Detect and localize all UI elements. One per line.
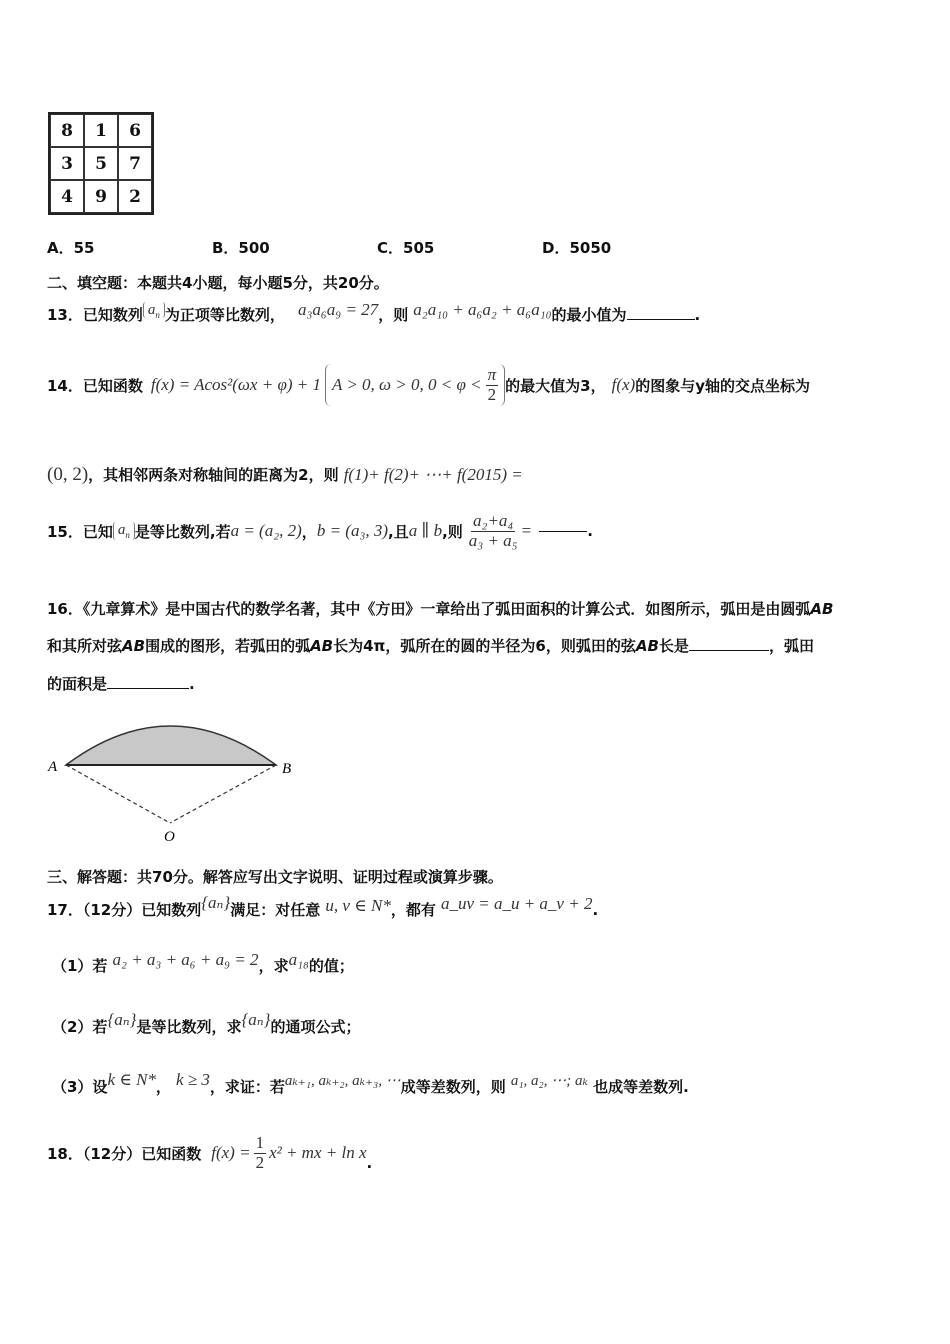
- q15-comma: ，: [301, 522, 317, 541]
- q17-part2: （2）若{aₙ}是等比数列，求{aₙ}的通项公式；: [52, 1010, 361, 1036]
- question-14-line2: [47, 464, 523, 486]
- q14-pi-fraction: $\frac{\pi}{2}$: [487, 365, 497, 404]
- q15-eq: =: [521, 521, 532, 541]
- q14-mid: 的最大值为3，: [505, 376, 606, 395]
- q17-part3: （3）设k ∈ N*， k ≥ 3，求证：若aₖ₊₁, aₖ₊₂, aₖ₊₃, ⋯成等差数列，则 a₁, a₂, ⋯; aₖ 也成等差数列.: [52, 1070, 689, 1096]
- q16-answer-blank-1: [689, 636, 769, 651]
- q14-line2-text: ，其相邻两条对称轴间的距离为2，则: [88, 466, 339, 484]
- label-b: B: [282, 761, 292, 777]
- question-17: 17．（12分）已知数列{aₙ}满足：对任意 u, v ∈ N*，都有 a_uv = a_u + a_v + 2.: [47, 893, 599, 919]
- q13-answer-blank: [627, 305, 695, 320]
- option-b: B．500: [212, 239, 270, 257]
- magic-square-grid: [48, 112, 154, 215]
- grid-cell: 1: [84, 114, 118, 147]
- q13-prefix: 13．已知数列: [47, 306, 143, 324]
- question-16-line1: 16．《九章算术》是中国古代的数学名著，其中《方田》一章给出了弧田面积的计算公式．如图所示，弧田是由圆弧AB: [47, 600, 834, 618]
- q15-vec-b: b = (a₃, 3): [316, 521, 389, 541]
- q17-relation: a_uv = a_u + a_v + 2: [440, 894, 593, 913]
- grid-cell: 9: [84, 180, 118, 213]
- q17-seq: {aₙ}: [201, 893, 231, 912]
- q14-fx: f(x): [611, 375, 636, 395]
- question-14: [47, 364, 810, 406]
- radius-ob: [170, 765, 276, 823]
- q15-mid3: ,则: [442, 522, 463, 541]
- grid-cell: 5: [84, 147, 118, 180]
- radius-oa: [66, 765, 170, 823]
- question-16-line2: 和其所对弦AB围成的图形，若弧田的弧AB长为4π，弧所在的圆的半径为6，则弧田的弦AB长是 ，弧田: [47, 637, 814, 655]
- q14-sum: f(1)+ f(2)+ ⋯+ f(2015) =: [343, 465, 523, 484]
- grid-cell: 2: [118, 180, 152, 213]
- q18-fraction: $\frac{1}{2}$: [255, 1133, 265, 1172]
- q16-answer-blank-2: [107, 674, 189, 689]
- q13-expr: a₂a₁₀ + a₆a₂ + a₆a₁₀: [413, 300, 552, 319]
- question-13: [47, 300, 700, 325]
- q14-suffix: 的图象与y轴的交点坐标为: [635, 376, 810, 395]
- q14-prefix: 14．已知函数: [47, 376, 143, 395]
- q15-fraction: $\frac{\text{a₂+a₄}}{\text{a₃ + a₅}}$: [468, 511, 518, 550]
- label-a: A: [48, 759, 58, 775]
- grid-cell: 6: [118, 114, 152, 147]
- q15-mid1: 是等比数列,若: [134, 522, 231, 541]
- grid-cell: 7: [118, 147, 152, 180]
- q15-parallel: a ∥ b: [408, 521, 443, 541]
- grid-cell: 8: [50, 114, 84, 147]
- q13-suffix: 的最小值为: [551, 306, 627, 324]
- q15-answer-blank: [539, 517, 587, 532]
- grid-cell: 4: [50, 180, 84, 213]
- q17-part1: （1）若 a₂ + a₃ + a₆ + a₉ = 2，求a₁₈的值；: [52, 950, 354, 975]
- q15-prefix: 15．已知: [47, 522, 113, 541]
- q15-seq: $a_n$: [113, 522, 135, 540]
- label-o: O: [164, 829, 175, 845]
- arc-segment-shape: [66, 726, 276, 765]
- question-16-line3: 的面积是 .: [47, 675, 195, 693]
- q13-seq: $a_n$: [143, 302, 165, 318]
- q13-end: .: [694, 306, 701, 324]
- question-18: 18．（12分）已知函数 f(x) = $\frac{1}{2}$ x² + mx + ln x .: [47, 1133, 373, 1173]
- q15-vec-a: a = (a₂, 2): [230, 521, 302, 541]
- option-c: C．505: [377, 239, 435, 257]
- section3-heading: 三、解答题：共70分。解答应写出文字说明、证明过程或演算步骤。: [47, 868, 503, 886]
- q14-point: (0, 2): [47, 464, 89, 485]
- section2-heading: 二、填空题：本题共4小题，每小题5分，共20分。: [47, 274, 389, 292]
- q14-func: f(x) = Acos²(ωx + φ) + 1: [150, 375, 321, 395]
- option-d: D．5050: [542, 239, 612, 257]
- q15-mid2: ,且: [388, 522, 409, 541]
- arc-field-figure: [44, 705, 304, 845]
- q13-cond: a₃a₆a₉ = 27: [297, 300, 379, 319]
- q14-condition: A > 0, ω > 0, 0 < φ < $\frac{\pi}{2}$: [325, 364, 505, 406]
- q13-mid: 为正项等比数列，: [164, 306, 285, 324]
- question-15: [47, 512, 593, 550]
- q13-then: ，则: [378, 306, 409, 324]
- grid-cell: 3: [50, 147, 84, 180]
- q15-end: .: [587, 522, 593, 541]
- option-a: A．55: [47, 239, 95, 257]
- q17-cond: u, v ∈ N*: [325, 896, 391, 915]
